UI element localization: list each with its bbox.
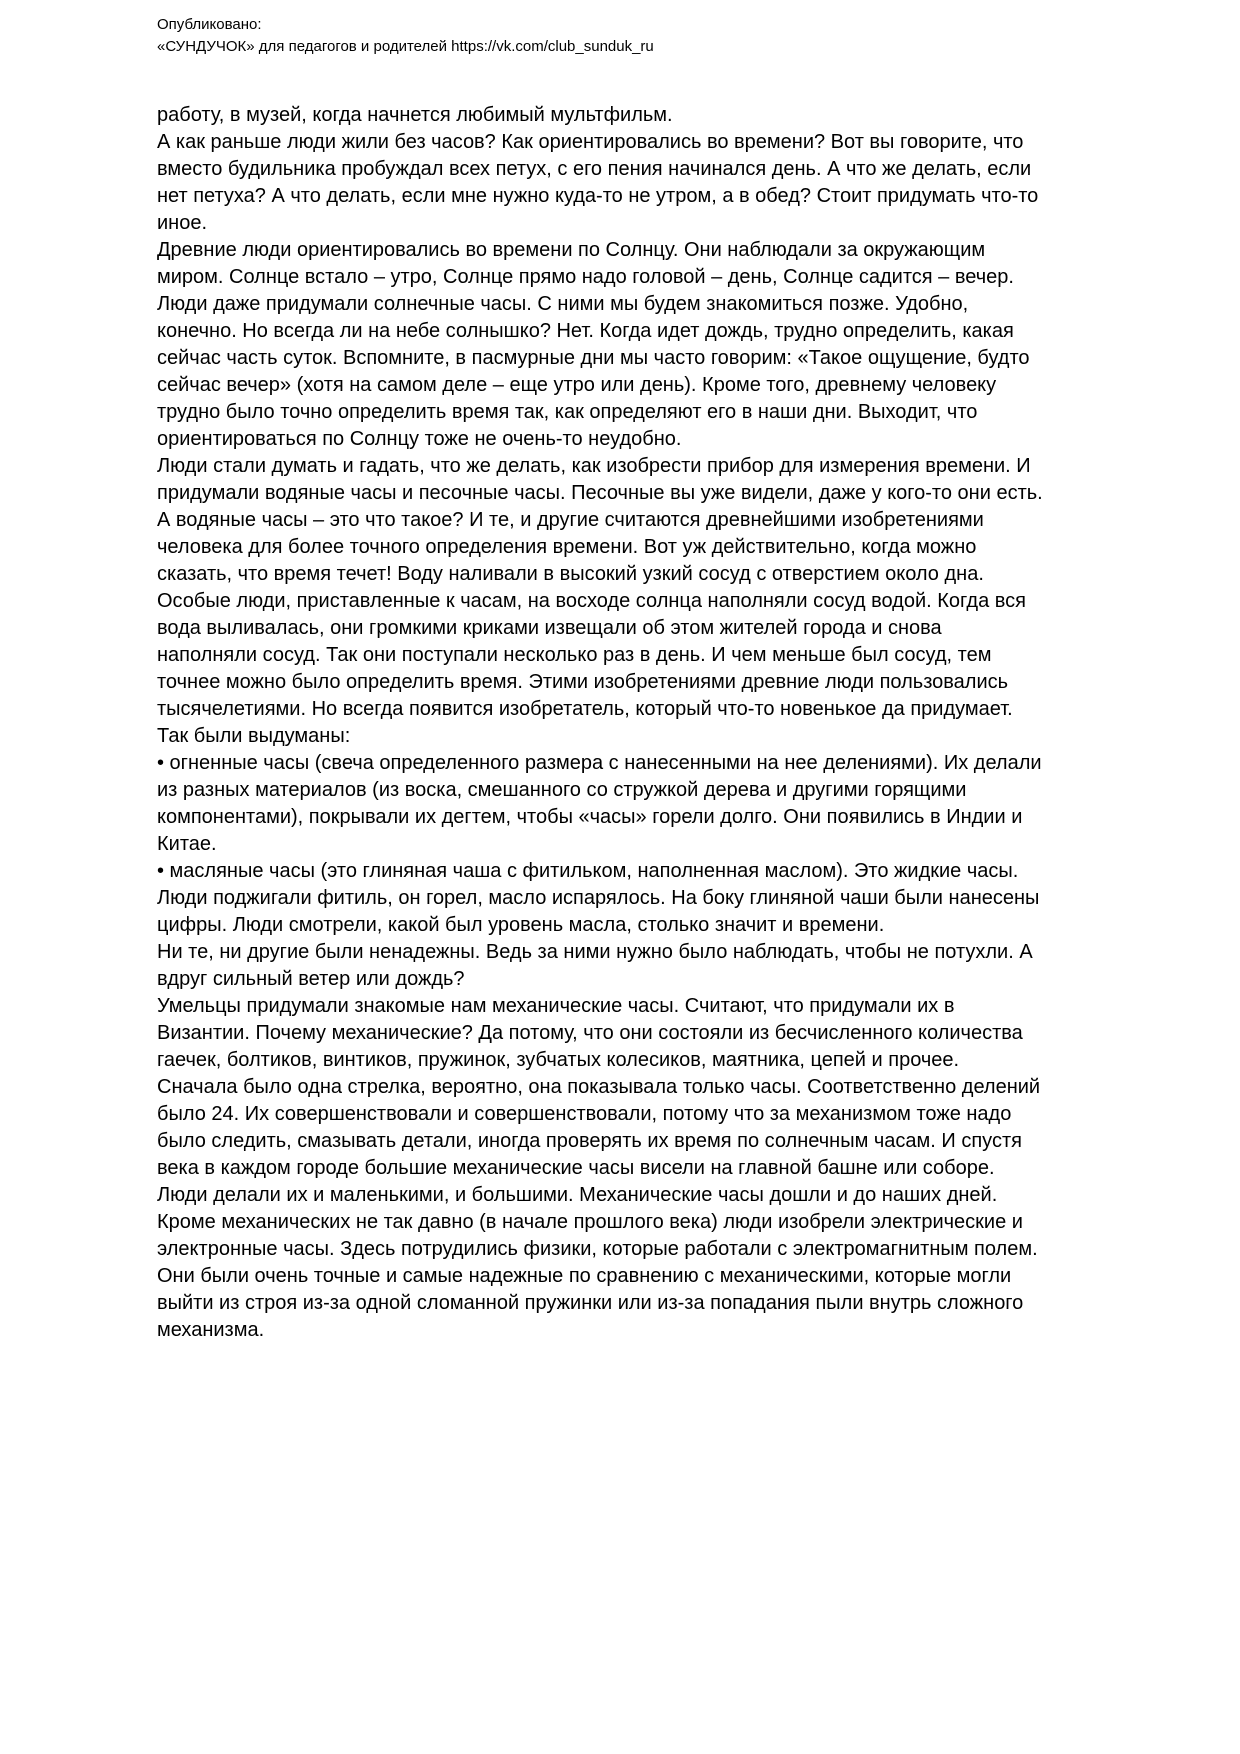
paragraph: А как раньше люди жили без часов? Как ориентировались во времени? Вот вы говорите, что вместо будильника пробуждал всех петух, с его пения начинался день. А что же делать, если нет петуха? А что делать, если мне нужно куда-то не утром, а в обед? Стоит придумать что-то иное. (157, 131, 1039, 234)
document-body (157, 102, 1043, 1344)
paragraph: Так были выдуманы: (157, 725, 351, 747)
paragraph: Ни те, ни другие были ненадежны. Ведь за ними нужно было наблюдать, чтобы не потухли. А вдруг сильный ветер или дождь? (157, 941, 1033, 990)
source-url: https://vk.com/club_sunduk_ru (451, 38, 654, 55)
source-name: «СУНДУЧОК» для педагогов и родителей (157, 38, 447, 55)
paragraph-bullet-fire-clock: • огненные часы (свеча определенного размера с нанесенными на нее делениями). Их делали из разных материалов (из воска, смешанного со стружкой дерева и другими горящими компонентами), покрывали их дегтем, чтобы «часы» горели долго. Они появились в Индии и Китае. (157, 752, 1042, 855)
paragraph: Люди стали думать и гадать, что же делать, как изобрести прибор для измерения времени. И придумали водяные часы и песочные часы. Песочные вы уже видели, даже у кого-то они есть. А водяные часы – это что такое? И те, и другие считаются древнейшими изобретениями человека для более точного определения времени. Вот уж действительно, когда можно сказать, что время течет! Воду наливали в высокий узкий сосуд с отверстием около дна. Особые люди, приставленные к часам, на восходе солнца наполняли сосуд водой. Когда вся вода выливалась, они громкими криками извещали об этом жителей города и снова наполняли сосуд. Так они поступали несколько раз в день. И чем меньше был сосуд, тем точнее можно было определить время. Этими изобретениями древние люди пользовались тысячелетиями. Но всегда появится изобретатель, который что-то новенькое да придумает. (157, 455, 1043, 720)
paragraph: работу, в музей, когда начнется любимый мультфильм. (157, 104, 673, 126)
paragraph: Умельцы придумали знакомые нам механические часы. Считают, что придумали их в Византии. Почему механические? Да потому, что они состояли из бесчисленного количества гаечек, болтиков, винтиков, пружинок, зубчатых колесиков, маятника, цепей и прочее. Сначала было одна стрелка, вероятно, она показывала только часы. Соответственно делений было 24. Их совершенствовали и совершенствовали, потому что за механизмом тоже надо было следить, смазывать детали, иногда проверять их время по солнечным часам. И спустя века в каждом городе большие механические часы висели на главной башне или соборе. Люди делали их и маленькими, и большими. Механические часы дошли и до наших дней. (157, 995, 1041, 1206)
paragraph: Древние люди ориентировались во времени по Солнцу. Они наблюдали за окружающим миром. Солнце встало – утро, Солнце прямо надо головой – день, Солнце садится – вечер. Люди даже придумали солнечные часы. С ними мы будем знакомиться позже. Удобно, конечно. Но всегда ли на небе солнышко? Нет. Когда идет дождь, трудно определить, какая сейчас часть суток. Вспомните, в пасмурные дни мы часто говорим: «Такое ощущение, будто сейчас вечер» (хотя на самом деле – еще утро или день). Кроме того, древнему человеку трудно было точно определить время так, как определяют его в наши дни. Выходит, что ориентироваться по Солнцу тоже не очень-то неудобно. (157, 239, 1030, 450)
published-source-line (157, 36, 1057, 58)
published-header (157, 14, 1057, 58)
paragraph-bullet-oil-clock: • масляные часы (это глиняная чаша с фитильком, наполненная маслом). Это жидкие часы. Люди поджигали фитиль, он горел, масло испарялось. На боку глиняной чаши были нанесены цифры. Люди смотрели, какой был уровень масла, столько значит и времени. (157, 860, 1040, 936)
paragraph: Кроме механических не так давно (в начале прошлого века) люди изобрели электрические и электронные часы. Здесь потрудились физики, которые работали с электромагнитным полем. Они были очень точные и самые надежные по сравнению с механическими, которые могли выйти из строя из-за одной сломанной пружинки или из-за попадания пыли внутрь сложного механизма. (157, 1211, 1038, 1341)
published-label: Опубликовано: (157, 16, 262, 33)
